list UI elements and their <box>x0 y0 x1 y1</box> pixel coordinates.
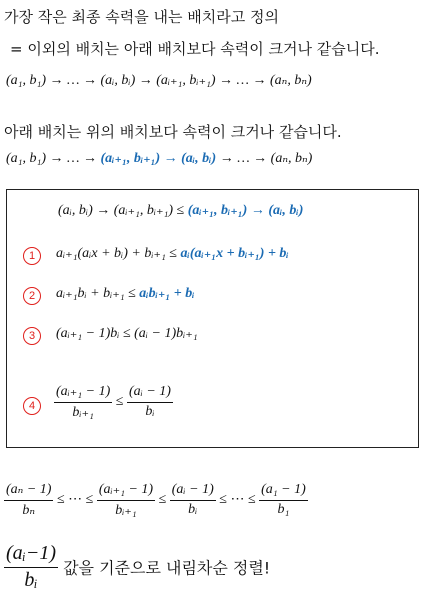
step-4-circle: 4 <box>23 397 41 415</box>
chain-frac-i-num: (aᵢ − 1) <box>170 482 216 501</box>
chain-separator-2: ≤ <box>158 492 167 508</box>
conclusion-frac-den: bᵢ <box>24 569 38 591</box>
sequence-swapped-highlight: (aᵢ₊₁, bᵢ₊₁) → (aᵢ, bᵢ) <box>100 151 217 166</box>
chain-frac-n-num: (aₙ − 1) <box>4 481 53 501</box>
sequence-original: (a₁, b₁) → … → (aᵢ, bᵢ) → (aᵢ₊₁, bᵢ₊₁) → … → (aₙ, bₙ) <box>6 73 312 88</box>
step-1-left: aᵢ₊₁(aᵢx + bᵢ) + bᵢ₊₁ ≤ <box>56 246 177 261</box>
step-4-expression <box>54 383 173 421</box>
step-4-frac-left-num: (aᵢ₊₁ − 1) <box>54 383 112 403</box>
step-2-expression <box>56 285 195 302</box>
chain-frac-n <box>4 481 53 519</box>
box-intro-left: (aᵢ, bᵢ) → (aᵢ₊₁, bᵢ₊₁) ≤ <box>58 203 185 218</box>
chain-frac-1-den: b₁ <box>277 502 290 517</box>
step-2-right: aᵢbᵢ₊₁ + bᵢ <box>139 286 195 301</box>
step-2-left: aᵢ₊₁bᵢ + bᵢ₊₁ ≤ <box>56 286 136 301</box>
step-1-circle: 1 <box>23 247 41 265</box>
sequence-swapped-end: → … → (aₙ, bₙ) <box>219 151 313 166</box>
chain-separator-1: ≤ ⋯ ≤ <box>56 492 94 508</box>
conclusion-frac-num: (aᵢ−1) <box>4 542 58 568</box>
heading-line-1: 가장 작은 최종 속력을 내는 배치라고 정의 <box>4 8 279 26</box>
chain-frac-i-den: bᵢ <box>188 502 198 517</box>
sequence-swapped-start: (a₁, b₁) → … → <box>6 151 98 166</box>
chain-separator-3: ≤ ⋯ ≤ <box>219 492 256 508</box>
heading-line-3: 아래 배치는 위의 배치보다 속력이 크거나 같습니다. <box>4 123 342 141</box>
ordering-chain <box>4 481 308 519</box>
step-4-frac-left <box>54 383 112 421</box>
chain-frac-1 <box>259 482 308 518</box>
step-2-circle: 2 <box>23 287 41 305</box>
step-3-expression: (aᵢ₊₁ − 1)bᵢ ≤ (aᵢ − 1)bᵢ₊₁ <box>56 326 198 341</box>
step-1-expression <box>56 245 289 262</box>
sequence-swapped <box>6 150 312 167</box>
step-4-frac-right <box>127 384 173 420</box>
box-intro <box>58 202 303 219</box>
chain-frac-i1 <box>97 481 155 519</box>
conclusion-text: 값을 기준으로 내림차순 정렬! <box>63 558 271 578</box>
step-4-frac-right-den: bᵢ <box>145 404 155 419</box>
step-4-op: ≤ <box>115 394 124 410</box>
conclusion-frac <box>4 542 58 592</box>
chain-frac-i1-num: (aᵢ₊₁ − 1) <box>97 481 155 501</box>
box-intro-right: (aᵢ₊₁, bᵢ₊₁) → (aᵢ, bᵢ) <box>187 203 304 218</box>
chain-frac-n-den: bₙ <box>22 503 36 518</box>
step-4-frac-right-num: (aᵢ − 1) <box>127 384 173 403</box>
step-4-frac-left-den: bᵢ₊₁ <box>72 405 94 420</box>
step-3-circle: 3 <box>23 327 41 345</box>
heading-line-2: = 이외의 배치는 아래 배치보다 속력이 크거나 같습니다. <box>10 40 380 58</box>
chain-frac-1-num: (a₁ − 1) <box>259 482 308 501</box>
chain-frac-i <box>170 482 216 518</box>
chain-frac-i1-den: bᵢ₊₁ <box>115 503 137 518</box>
conclusion <box>4 542 270 592</box>
step-1-right: aᵢ(aᵢ₊₁x + bᵢ₊₁) + bᵢ <box>180 246 289 261</box>
